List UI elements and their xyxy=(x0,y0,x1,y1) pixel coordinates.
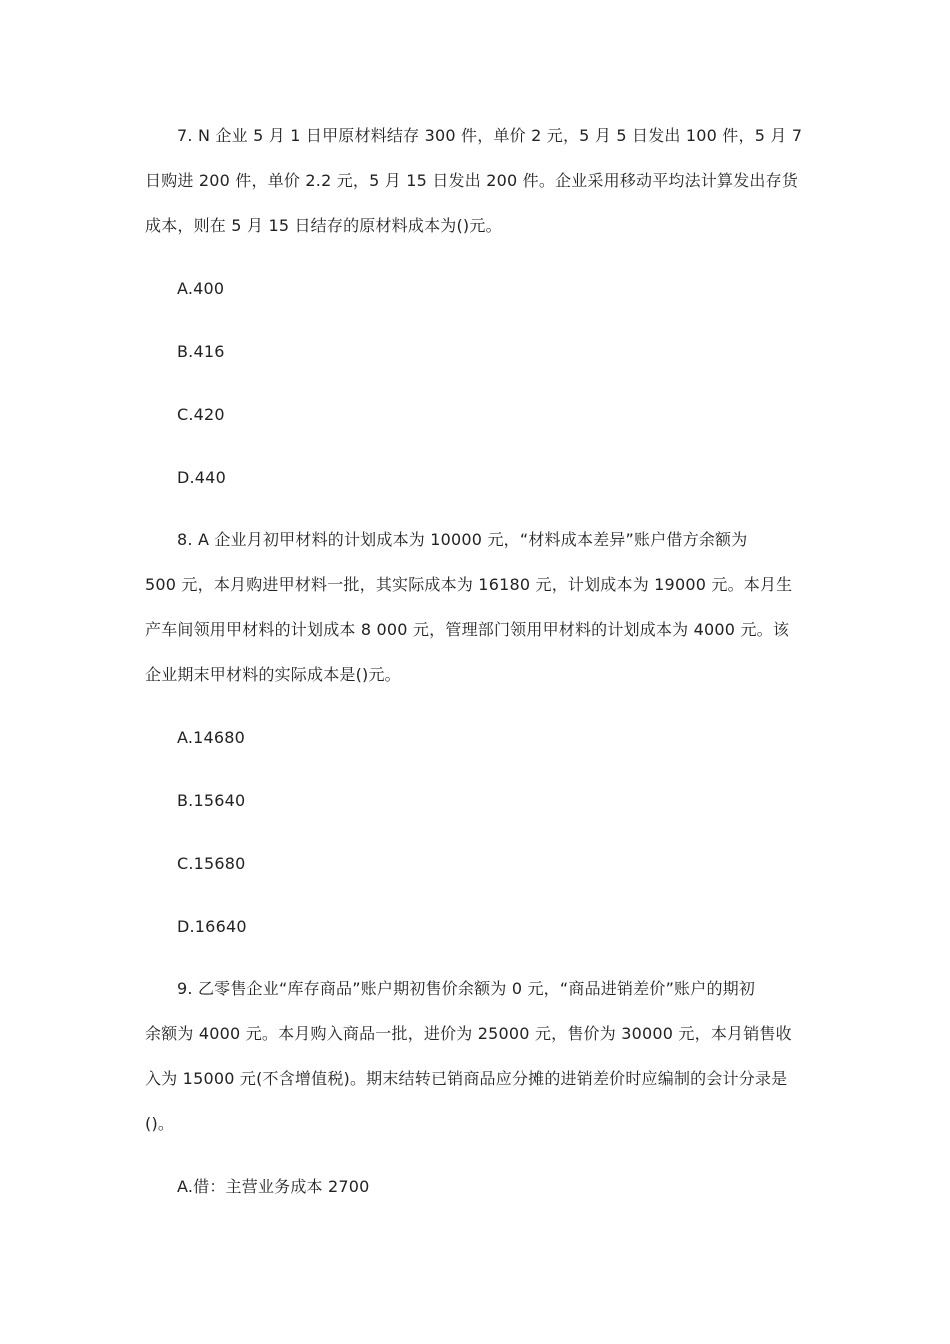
question-text-line: 产车间领用甲材料的计划成本 8 000 元，管理部门领用甲材料的计划成本为 4000 元。该 xyxy=(145,620,790,639)
question-text-line: 入为 15000 元(不含增值税)。期末结转已销商品应分摊的进销差价时应编制的会计分录是 xyxy=(145,1069,788,1088)
question-text-line: 500 元，本月购进甲材料一批，其实际成本为 16180 元，计划成本为 19000 元。本月生 xyxy=(145,575,793,594)
option-c: C.15680 xyxy=(177,854,246,873)
option-a: A.借：主营业务成本 2700 xyxy=(177,1177,370,1196)
question-text-line: ()。 xyxy=(145,1114,175,1133)
option-a: A.14680 xyxy=(177,728,246,747)
question-text-line: 成本，则在 5 月 15 日结存的原材料成本为()元。 xyxy=(145,216,502,235)
option-b: B.15640 xyxy=(177,791,246,810)
question-text-line: 余额为 4000 元。本月购入商品一批，进价为 25000 元，售价为 30000 元，本月销售收 xyxy=(145,1024,792,1043)
question-text-line: 日购进 200 件，单价 2.2 元，5 月 15 日发出 200 件。企业采用移动平均法计算发出存货 xyxy=(145,171,799,190)
question-text-line: 7. N 企业 5 月 1 日甲原材料结存 300 件，单价 2 元，5 月 5 日发出 100 件，5 月 7 xyxy=(177,126,803,145)
option-d: D.440 xyxy=(177,468,226,487)
question-text-line: 8. A 企业月初甲材料的计划成本为 10000 元，“材料成本差异”账户借方余额为 xyxy=(177,530,748,549)
option-a: A.400 xyxy=(177,279,225,298)
option-b: B.416 xyxy=(177,342,225,361)
question-text-line: 9. 乙零售企业“库存商品”账户期初售价余额为 0 元，“商品进销差价”账户的期初 xyxy=(177,979,756,998)
option-d: D.16640 xyxy=(177,917,247,936)
question-text-line: 企业期末甲材料的实际成本是()元。 xyxy=(145,665,401,684)
option-c: C.420 xyxy=(177,405,225,424)
